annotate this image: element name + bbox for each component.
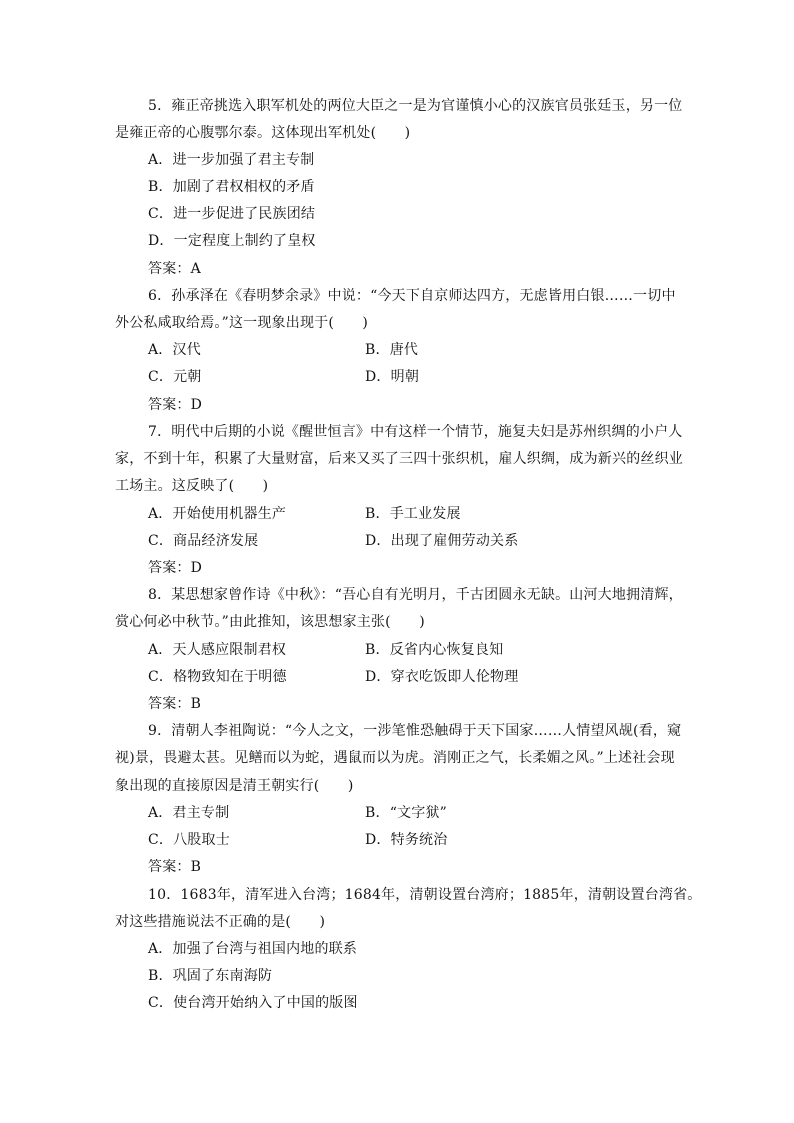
question-9-stem-line-1: 9．清朝人李祖陶说：“今人之文，一涉笔惟恐触碍于天下国家……人情望风觇(看，窥 — [148, 723, 682, 739]
question-8-option-b: B．反省内心恢复良知 — [365, 642, 504, 658]
question-9-stem-line-3: 象出现的直接原因是清王朝实行( ) — [115, 778, 354, 794]
question-5-option-c: C．进一步促进了民族团结 — [148, 206, 316, 222]
question-10-stem-line-1: 10．1683年，清军进入台湾；1684年，清朝设置台湾府；1885年，清朝设置台湾省。 — [148, 887, 702, 903]
question-5-answer: 答案：A — [148, 261, 201, 277]
question-8-stem-line-1: 8．某思想家曾作诗《中秋》：“吾心自有光明月，千古团圆永无缺。山河大地拥清辉， — [148, 587, 683, 603]
question-8-option-d: D．穿衣吃饭即人伦物理 — [365, 669, 519, 685]
question-5-option-b: B．加剧了君权相权的矛盾 — [148, 179, 315, 195]
question-6-answer: 答案：D — [148, 397, 203, 413]
question-9-option-c: C．八股取士 — [148, 832, 230, 848]
question-7-answer: 答案：D — [148, 560, 203, 576]
question-10-option-c: C．使台湾开始纳入了中国的版图 — [148, 995, 358, 1011]
question-9-answer: 答案：B — [148, 859, 202, 875]
question-6-option-b: B．唐代 — [365, 342, 419, 358]
question-8-option-a: A．天人感应限制君权 — [148, 642, 287, 658]
question-7-option-d: D．出现了雇佣劳动关系 — [365, 533, 519, 549]
question-7-option-c: C．商品经济发展 — [148, 533, 259, 549]
question-6-option-a: A．汉代 — [148, 342, 201, 358]
question-7-stem-line-3: 工场主。这反映了( ) — [115, 478, 269, 494]
question-7-option-a: A．开始使用机器生产 — [148, 506, 287, 522]
question-10-option-a: A．加强了台湾与祖国内地的联系 — [148, 941, 358, 957]
question-10-stem-line-2: 对这些措施说法不正确的是( ) — [115, 914, 326, 930]
question-9-option-b: B．“文字狱” — [365, 805, 448, 821]
question-9-stem-line-2: 视)景，畏避太甚。见鳝而以为蛇，遇鼠而以为虎。消刚正之气，长柔媚之风。”上述社会现 — [115, 750, 675, 766]
question-5-stem-line-2: 是雍正帝的心腹鄂尔泰。这体现出军机处( ) — [115, 125, 411, 141]
question-7-stem-line-1: 7．明代中后期的小说《醒世恒言》中有这样一个情节，施复夫妇是苏州织绸的小户人 — [148, 424, 683, 440]
question-7-stem-line-2: 家，不到十年，积累了大量财富，后来又买了三四十张织机，雇人织绸，成为新兴的丝织业 — [115, 451, 683, 467]
question-6-option-d: D．明朝 — [365, 369, 420, 385]
question-6-option-c: C．元朝 — [148, 369, 202, 385]
question-8-answer: 答案：B — [148, 696, 202, 712]
question-8-stem-line-2: 赏心何必中秋节。”由此推知，该思想家主张( ) — [115, 614, 425, 630]
question-10-option-b: B．巩固了东南海防 — [148, 968, 273, 984]
question-6-stem-line-2: 外公私咸取给焉。”这一现象出现于( ) — [115, 315, 369, 331]
question-9-option-d: D．特务统治 — [365, 832, 448, 848]
question-8-option-c: C．格物致知在于明德 — [148, 669, 287, 685]
question-5-option-d: D．一定程度上制约了皇权 — [148, 233, 316, 249]
question-5-option-a: A．进一步加强了君主专制 — [148, 152, 315, 168]
question-6-stem-line-1: 6．孙承泽在《春明梦余录》中说：“今天下自京师达四方，无虑皆用白银……一切中 — [148, 288, 676, 304]
question-7-option-b: B．手工业发展 — [365, 506, 461, 522]
question-5-stem-line-1: 5．雍正帝挑选入职军机处的两位大臣之一是为官谨慎小心的汉族官员张廷玉，另一位 — [148, 98, 683, 114]
question-9-option-a: A．君主专制 — [148, 805, 230, 821]
